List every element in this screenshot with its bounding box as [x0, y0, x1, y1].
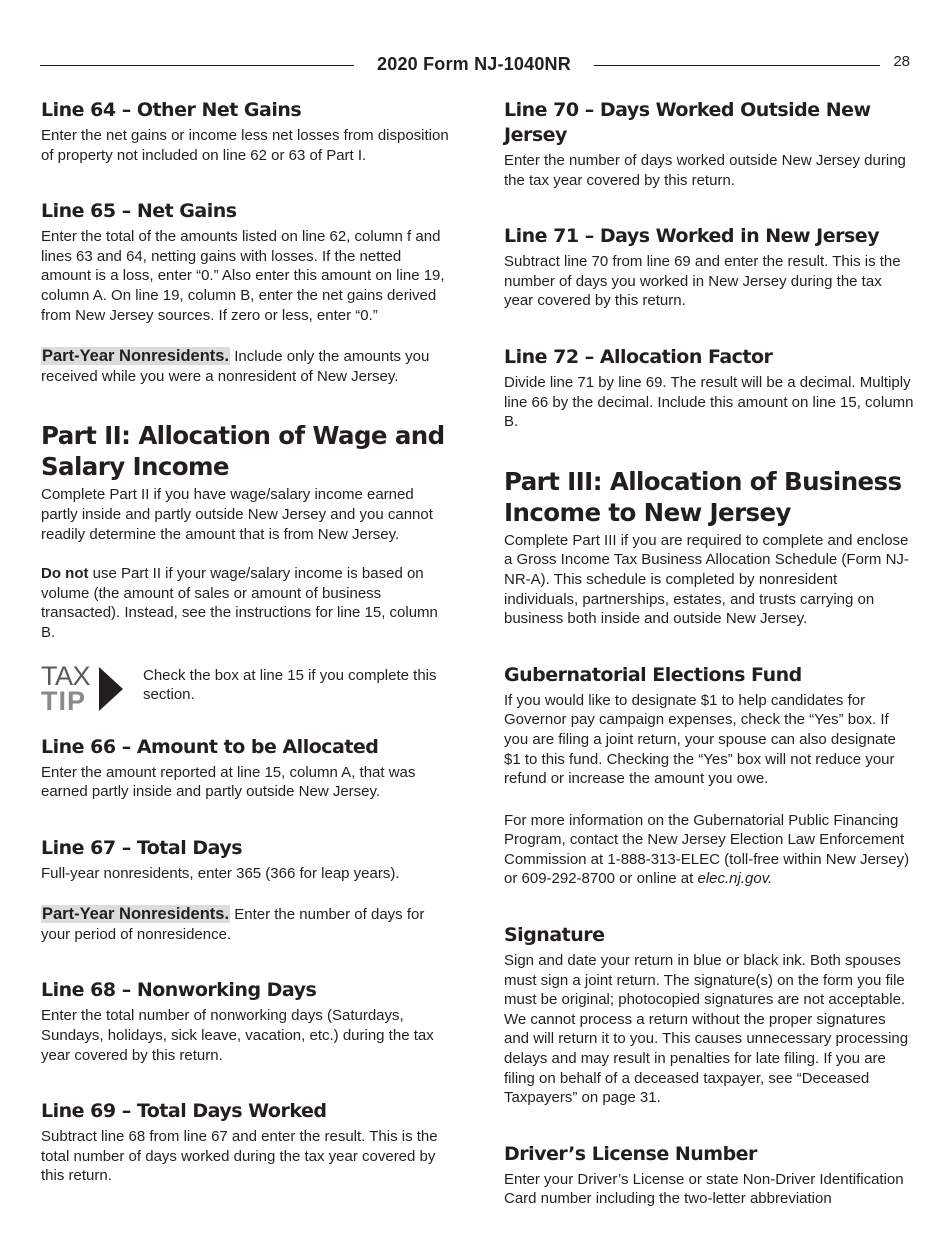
part-year-nonresidents-note: Part-Year Nonresidents. Include only the amounts you received while you were a nonresident of New Jersey. — [41, 347, 430, 385]
line-64-heading: Line 64 – Other Net Gains — [41, 99, 302, 121]
tax-tip — [41, 660, 451, 716]
page-header — [40, 54, 910, 78]
part-year-label: Part-Year Nonresidents. — [42, 347, 230, 366]
signature-text: Sign and date your return in blue or black ink. Both spouses must sign a joint return. The signature(s) on the form you file must be original; photocopied signatures are not acceptable. We cannot process a return without the proper signatures and will return it to you. This causes unnecessary processing delays and may result in penalties for late filing. If you are filing on behalf of a deceased taxpayer, see “Deceased Taxpayers” on page 31. — [504, 952, 909, 1107]
arrow-icon — [97, 667, 125, 711]
line-68-text: Enter the total number of nonworking days (Saturdays, Sundays, holidays, sick leave, vacation, etc.) during the tax year covered by this return. — [41, 1007, 434, 1064]
gubernatorial-fund-heading: Gubernatorial Elections Fund — [504, 663, 802, 686]
part-2-heading: Part II: Allocation of Wage and Salary Income — [41, 421, 445, 482]
form-title: 2020 Form NJ-1040NR — [377, 54, 571, 74]
line-68-heading: Line 68 – Nonworking Days — [41, 979, 317, 1002]
page-number: 28 — [893, 53, 910, 70]
elec-website: elec.nj.gov — [697, 870, 769, 888]
line-67-text: Full-year nonresidents, enter 365 (366 for leap years). — [41, 864, 400, 882]
part-2-text: Complete Part II if you have wage/salary income earned partly inside and partly outside New Jersey and you cannot readily determine the amount that is from New Jersey. — [41, 486, 433, 543]
line-69-heading: Line 69 – Total Days Worked — [41, 1100, 327, 1123]
part-year-nonresidents-days: Part-Year Nonresidents. Enter the number of days for your period of nonresidence. — [41, 905, 425, 943]
line-65-heading: Line 65 – Net Gains — [41, 200, 237, 223]
line-69-text: Subtract line 68 from line 67 and enter the result. This is the total number of days worked during the tax year covered by this return. — [41, 1128, 438, 1185]
tax-tip-icon: TAX TIP — [41, 663, 131, 715]
line-72-text: Divide line 71 by line 69. The result will be a decimal. Multiply line 66 by the decimal. Include this amount on line 15, column B. — [504, 373, 914, 431]
line-70-heading: Line 70 – Days Worked Outside New Jersey — [504, 99, 871, 146]
right-column — [504, 98, 914, 1209]
part-3-heading: Part III: Allocation of Business Income to New Jersey — [504, 466, 902, 527]
part-year-label: Part-Year Nonresidents. — [42, 905, 230, 924]
line-66-text: Enter the amount reported at line 15, column A, that was earned partly inside and partly outside New Jersey. — [41, 763, 416, 801]
drivers-license-text: Enter your Driver’s License or state Non-Driver Identification Card number including the two-letter abbreviation — [504, 1170, 904, 1208]
signature-heading: Signature — [504, 924, 605, 947]
drivers-license-heading: Driver’s License Number — [504, 1142, 757, 1165]
header-rule-left — [40, 65, 354, 66]
line-71-heading: Line 71 – Days Worked in New Jersey — [504, 225, 880, 248]
line-67-heading: Line 67 – Total Days — [41, 836, 243, 859]
more-info-text: For more information on the Gubernatorial Public Financing Program, contact the New Jersey Election Law Enforcement Commission at 1-888-313-ELEC (toll-free within New Jersey) or 609-292-8700 or online at elec.nj.gov. — [504, 811, 910, 888]
line-65-text: Enter the total of the amounts listed on line 62, column f and lines 63 and 64, netting gains with losses. If the netted amount is a loss, enter “0.” Also enter this amount on line 19, column A. On line 19, column B, enter the net gains derived from New Jersey sources. If zero or less, enter “0.” — [41, 228, 445, 324]
header-rule-right — [594, 65, 880, 66]
line-72-heading: Line 72 – Allocation Factor — [504, 345, 773, 368]
part-3-text: Complete Part III if you are required to complete and enclose a Gross Income Tax Business Allocation Schedule (Form NJ-NR-A). This schedule is completed by nonresident individuals, partnerships, estates, and trusts carrying on business both inside and outside New Jersey. — [504, 531, 909, 628]
line-64-text: Enter the net gains or income less net losses from disposition of property not included on line 62 or 63 of Part I. — [41, 127, 449, 164]
line-66-heading: Line 66 – Amount to be Allocated — [41, 735, 379, 758]
line-70-text: Enter the number of days worked outside New Jersey during the tax year covered by this return. — [504, 152, 906, 189]
tax-tip-text: Check the box at line 15 if you complete this section. — [143, 666, 437, 704]
gubernatorial-fund-text: If you would like to designate $1 to help candidates for Governor pay campaign expenses, check the “Yes” box. If you are filing a joint return, your spouse can also designate $1 to this fund. Checking the “Yes” box will not reduce your refund or increase the amount you owe. — [504, 691, 896, 788]
line-71-text: Subtract line 70 from line 69 and enter the result. This is the number of days you worked in New Jersey during the tax year covered by this return. — [504, 253, 901, 310]
do-not-note: Do not use Part II if your wage/salary income is based on volume (the amount of sales or amount of business transacted). Instead, see the instructions for line 15, column B. — [41, 565, 438, 641]
left-column — [41, 98, 451, 1186]
